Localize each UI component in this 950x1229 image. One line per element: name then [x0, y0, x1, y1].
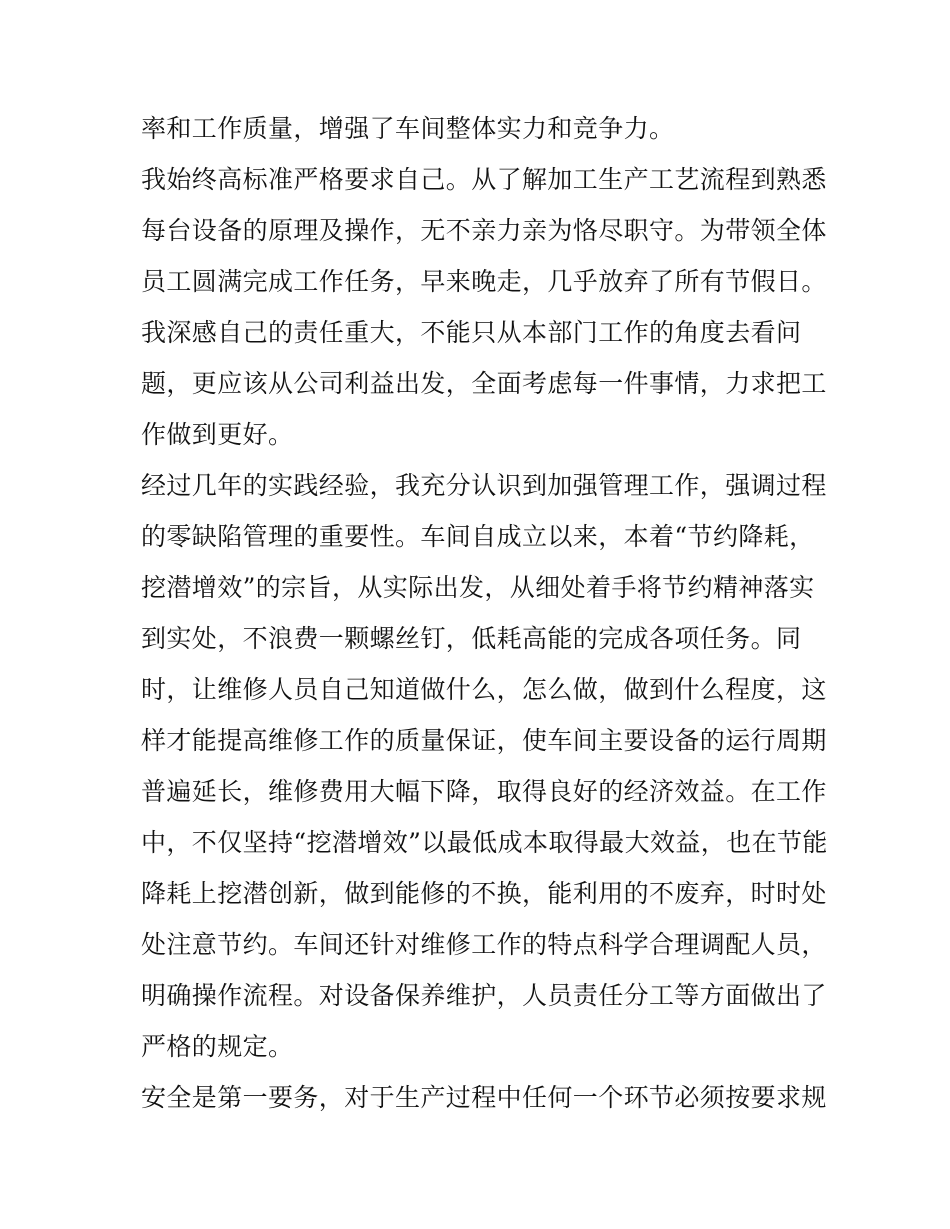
text-line: 题，更应该从公司利益出发，全面考虑每一件事情，力求把工: [141, 369, 827, 398]
text-line: 我始终高标准严格要求自己。从了解加工生产工艺流程到熟悉: [141, 165, 827, 194]
text-line: 时，让维修人员自己知道做什么，怎么做，做到什么程度，这: [141, 675, 827, 704]
text-line: 明确操作流程。对设备保养维护，人员责任分工等方面做出了: [141, 981, 827, 1010]
text-line: 普遍延长，维修费用大幅下降，取得良好的经济效益。在工作: [141, 777, 827, 806]
text-line: 挖潜增效”的宗旨，从实际出发，从细处着手将节约精神落实: [141, 573, 815, 602]
text-line: 安全是第一要务，对于生产过程中任何一个环节必须按要求规: [141, 1083, 827, 1112]
text-line: 每台设备的原理及操作，无不亲力亲为恪尽职守。为带领全体: [141, 216, 827, 245]
body-text: [141, 103, 828, 1123]
text-line: 率和工作质量，增强了车间整体实力和竞争力。: [141, 114, 675, 143]
text-line: 经过几年的实践经验，我充分认识到加强管理工作，强调过程: [141, 471, 827, 500]
text-line: 处注意节约。车间还针对维修工作的特点科学合理调配人员，: [141, 930, 827, 959]
text-line: 作做到更好。: [141, 420, 294, 449]
text-line: 我深感自己的责任重大，不能只从本部门工作的角度去看问: [141, 318, 802, 347]
text-line: 的零缺陷管理的重要性。车间自成立以来，本着“节约降耗，: [141, 522, 815, 551]
text-line: 到实处，不浪费一颗螺丝钉，低耗高能的完成各项任务。同: [141, 624, 802, 653]
text-line: 降耗上挖潜创新，做到能修的不换，能利用的不废弃，时时处: [141, 879, 827, 908]
text-line: 员工圆满完成工作任务，早来晚走，几乎放弃了所有节假日。: [141, 267, 827, 296]
text-line: 严格的规定。: [141, 1032, 294, 1061]
text-line: 中，不仅坚持“挖潜增效”以最低成本取得最大效益，也在节能: [141, 828, 828, 857]
text-line: 样才能提高维修工作的质量保证，使车间主要设备的运行周期: [141, 726, 827, 755]
